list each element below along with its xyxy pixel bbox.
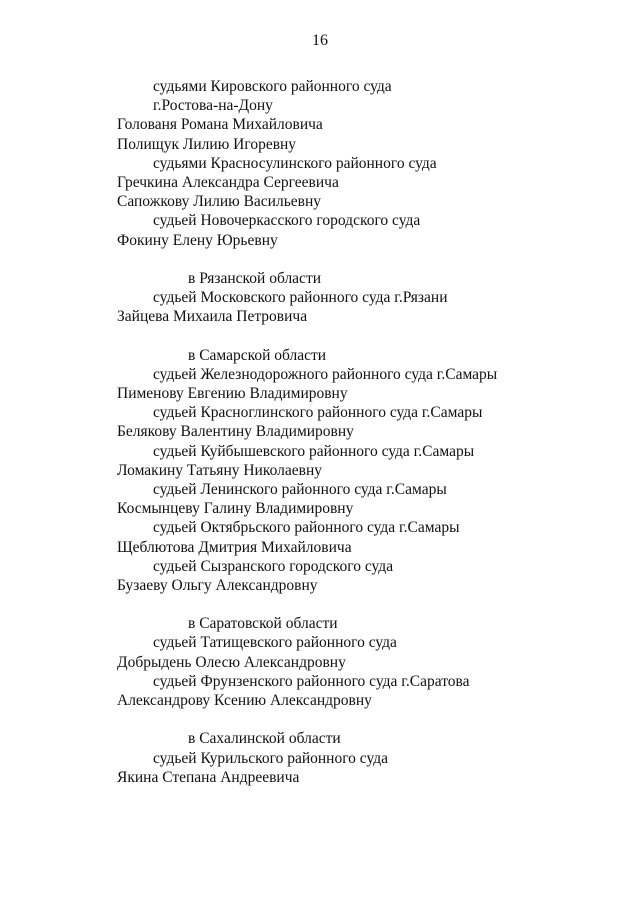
judge-name: Зайцева Михаила Петровича — [117, 308, 308, 326]
court-line: судьей Московского районного суда г.Рязани — [153, 289, 448, 307]
judge-name: Пименову Евгению Владимировну — [117, 385, 348, 402]
court-line: судьей Новочеркасского городского суда — [153, 212, 421, 230]
judge-name: Космынцеву Галину Владимировну — [117, 500, 354, 518]
block-spacer — [117, 710, 617, 729]
court-line: судьей Куйбышевского районного суда г.Самары — [153, 442, 475, 460]
judge-name: Добрыдень Олесю Александровну — [117, 653, 346, 671]
judge-name: Сапожкову Лилию Васильевну — [117, 193, 322, 211]
judge-name: Полищук Лилию Игоревну — [117, 135, 297, 153]
region-heading: в Самарской области — [188, 346, 327, 364]
block-spacer — [117, 326, 617, 345]
appointment-block — [117, 77, 617, 250]
judge-name: Щеблютова Дмитрия Михайловича — [117, 538, 352, 556]
judge-name: Бузаеву Ольгу Александровну — [117, 576, 318, 594]
court-line: судьями Кировского районного суда — [153, 78, 392, 95]
judge-name: Фокину Елену Юрьевну — [117, 231, 278, 249]
court-line: г.Ростова-на-Дону — [153, 97, 273, 115]
document-body — [117, 77, 617, 787]
court-line: судьями Красносулинского районного суда — [153, 154, 437, 172]
judge-name: Александрову Ксению Александровну — [117, 692, 372, 709]
judge-name: Гречкина Александра Сергеевича — [117, 173, 339, 191]
appointment-block — [117, 269, 617, 327]
court-line: судьей Красноглинского районного суда г.Самары — [153, 404, 483, 422]
appointment-block — [117, 729, 617, 787]
appointment-block — [117, 614, 617, 710]
judge-name: Белякову Валентину Владимировну — [117, 423, 354, 441]
appointment-block — [117, 346, 617, 595]
court-line: судьей Татищевского районного суда — [153, 634, 397, 652]
judge-name: Якина Степана Андреевича — [117, 768, 300, 786]
court-line: судьей Фрунзенского районного суда г.Саратова — [153, 672, 470, 690]
block-spacer — [117, 595, 617, 614]
judge-name: Голованя Романа Михайловича — [117, 116, 323, 134]
court-line: судьей Курильского районного суда — [153, 749, 389, 767]
block-spacer — [117, 250, 617, 269]
court-line: судьей Сызранского городского суда — [153, 557, 394, 575]
judge-name: Ломакину Татьяну Николаевну — [117, 461, 322, 479]
court-line: судьей Железнодорожного районного суда г.Самары — [153, 365, 498, 383]
region-heading: в Рязанской области — [188, 269, 322, 287]
region-heading: в Саратовской области — [188, 615, 338, 633]
region-heading: в Сахалинской области — [188, 730, 341, 748]
court-line: судьей Ленинского районного суда г.Самары — [153, 480, 447, 498]
page-number: 16 — [312, 32, 328, 49]
court-line: судьей Октябрьского районного суда г.Самары — [153, 519, 460, 537]
